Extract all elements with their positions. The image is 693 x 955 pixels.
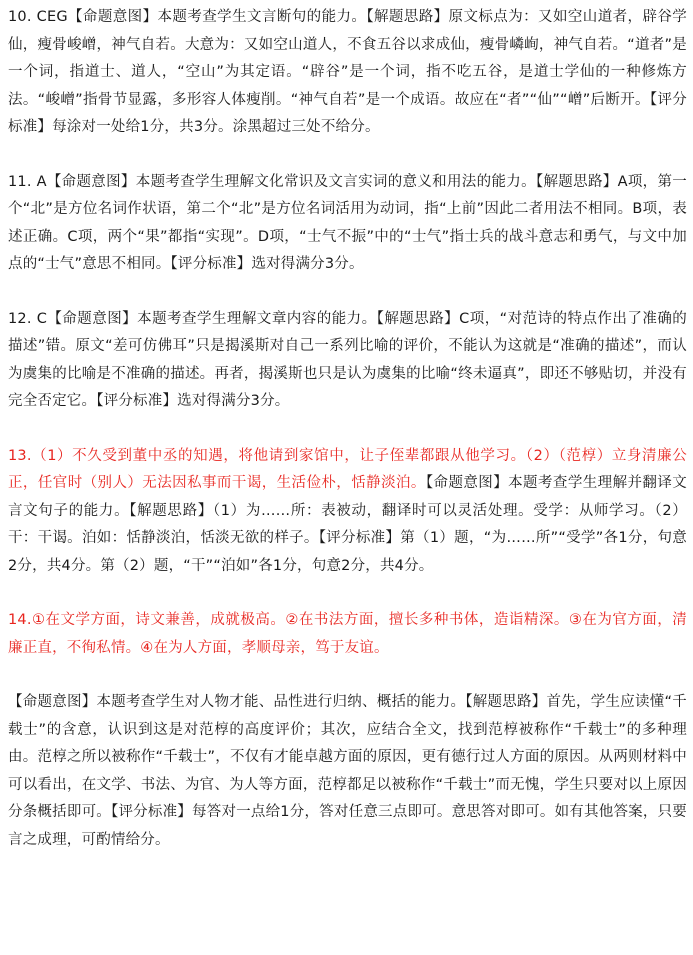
answer-11 [8, 169, 687, 279]
answer-10-text: 10. CEG【命题意图】本题考查学生文言断句的能力。【解题思路】原文标点为：又如空山道者，辟谷学仙，瘦骨峻嶒，神气自若。大意为：又如空山道人，不食五谷以求成仙，瘦骨嶙峋，神气自若。“道者”是一个词，指道士、道人，“空山”为其定语。“辟谷”是一个词，指不吃五谷，是道士学仙的一种修炼方法。“峻嶒”指骨节显露，多形容人体瘦削。“神气自若”是一个成语。故应在“者”“仙”“嶒”后断开。【评分标准】每涂对一处给1分，共3分。涂黑超过三处不给分。 [8, 9, 687, 135]
answer-10 [8, 4, 687, 142]
answer-14 [8, 607, 687, 662]
answer-11-text: 11. A【命题意图】本题考查学生理解文化常识及文言实词的意义和用法的能力。【解题思路】A项，第一个“北”是方位名词作状语，第二个“北”是方位名词活用为动词，指“上前”因此二者用法不相同。B项，表述正确。C项，两个“果”都指“实现”。D项，“士气不振”中的“士气”指士兵的战斗意志和勇气，与文中加点的“士气”意思不相同。【评分标准】选对得满分3分。 [8, 173, 687, 272]
answer-13-analysis: 【命题意图】本题考查学生理解并翻译文言文句子的能力。【解题思路】（1）为……所：表被动，翻译时可以灵活处理。受学：从师学习。（2）干：干谒。泊如：恬静淡泊，恬淡无欲的样子。【评分标准】第（1）题，“为……所”“受学”各1分，句意2分，共4分。第（2）题，“干”“泊如”各1分，句意2分，共4分。 [8, 475, 687, 574]
spacer [8, 416, 687, 443]
answer-13-translation: 13.（1）不久受到董中丞的知遇，将他请到家馆中，让子侄辈都跟从他学习。（2）（范椁）立身清廉公正，任官时（别人）无法因私事而干谒，生活俭朴，恬静淡泊。 [8, 447, 687, 491]
spacer [8, 580, 687, 607]
answer-12-text: 12. C【命题意图】本题考查学生理解文章内容的能力。【解题思路】C项，“对范诗的特点作出了准确的描述”错。原文“差可仿佛耳”只是揭溪斯对自己一系列比喻的评价，不能认为这就是“准确的描述”，而认为虞集的比喻是不准确的描述。再者，揭溪斯也只是认为虞集的比喻“终未逼真”，即还不够贴切，并没有完全否定它。【评分标准】选对得满分3分。 [8, 310, 687, 409]
spacer [8, 279, 687, 306]
answer-14-points: 14.①在文学方面，诗文兼善，成就极高。②在书法方面，擅长多种书体，造诣精深。③在为官方面，清廉正直，不徇私情。④在为人方面，孝顺母亲，笃于友谊。 [8, 612, 687, 656]
spacer [8, 142, 687, 169]
answer-14-analysis [8, 689, 687, 854]
answer-14-analysis-text: 【命题意图】本题考查学生对人物才能、品性进行归纳、概括的能力。【解题思路】首先，学生应读懂“千载士”的含意，认识到这是对范椁的高度评价；其次，应结合全文，找到范椁被称作“千载士”的多种理由。范椁之所以被称作“千载士”，不仅有才能卓越方面的原因，更有德行过人方面的原因。从两则材料中可以看出，在文学、书法、为官、为人等方面，范椁都足以被称作“千载士”而无愧，学生只要对以上原因分条概括即可。【评分标准】每答对一点给1分，答对任意三点即可。意思答对即可。如有其他答案，只要言之成理，可酌情给分。 [8, 694, 687, 848]
answer-12 [8, 306, 687, 416]
spacer [8, 662, 687, 689]
answer-13 [8, 443, 687, 581]
